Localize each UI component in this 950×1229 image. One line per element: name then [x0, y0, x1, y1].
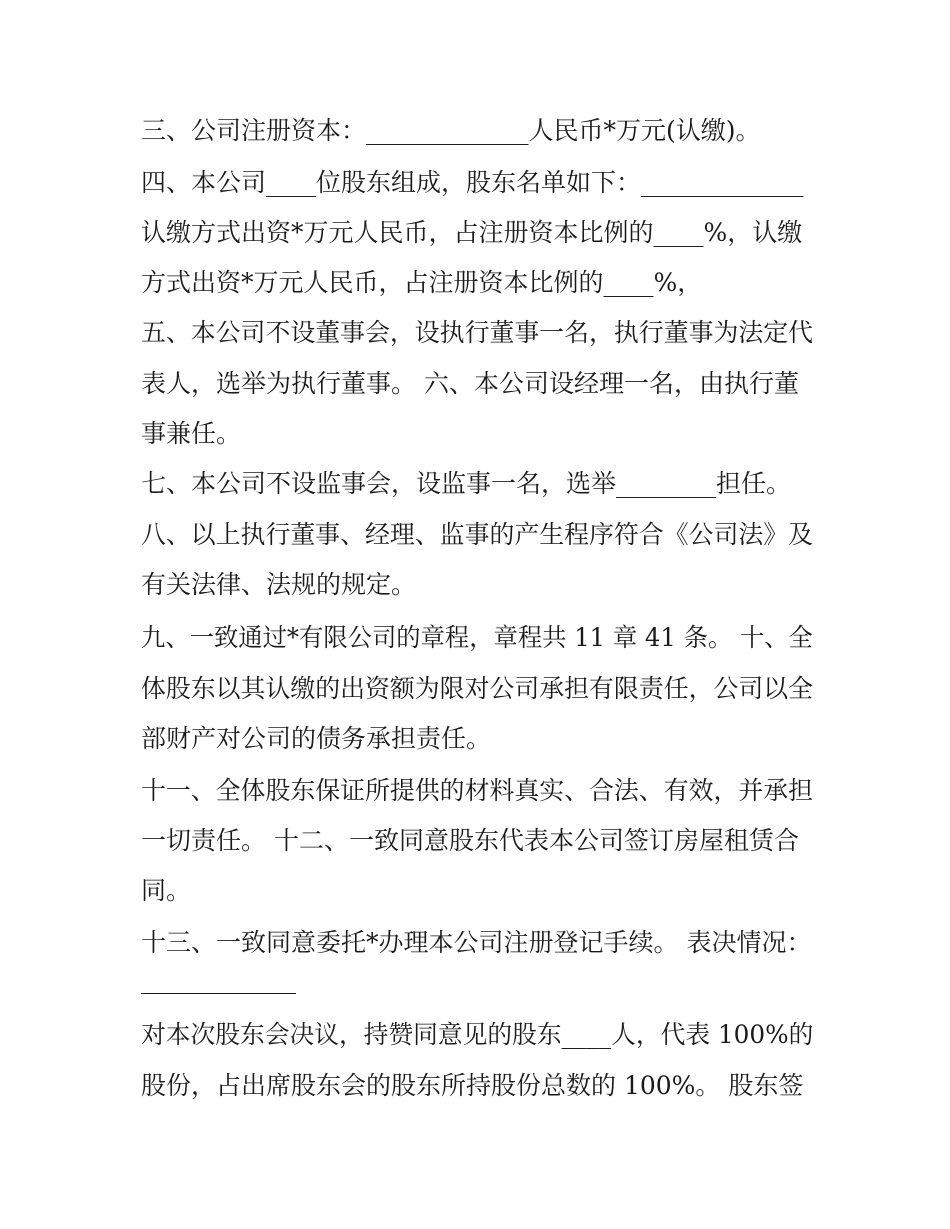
clause-8-line-2: 有关法律、法规的规定。	[141, 570, 417, 599]
clause-11-line-1: 十一、全体股东保证所提供的材料真实、合法、有效，并承担	[141, 776, 814, 805]
clause-7-line: 七、本公司不设监事会，设监事一名，选举________担任。	[141, 469, 792, 498]
clause-13-line: 十三、一致同意委托*办理本公司注册登记手续。 表决情况：	[141, 928, 812, 957]
clause-4-line-2: 认缴方式出资*万元人民币，占注册资本比例的____%，认缴	[141, 218, 803, 247]
vote-result-blank-line	[141, 993, 296, 994]
clause-4-line-1: 四、本公司____位股东组成，股东名单如下：_____________	[141, 168, 804, 197]
clause-6-line-end: 事兼任。	[141, 419, 242, 448]
clause-5-line-1: 五、本公司不设董事会，设执行董事一名，执行董事为法定代	[141, 318, 814, 347]
clause-9-10-line: 九、一致通过*有限公司的章程，章程共 11 章 41 条。 十、全	[141, 623, 813, 652]
clause-10-line-3: 部财产对公司的债务承担责任。	[141, 724, 492, 753]
clause-3-line: 三、公司注册资本：_____________人民币*万元(认缴)。	[141, 116, 761, 145]
resolution-line-2: 股份，占出席股东会的股东所持股份总数的 100%。 股东签	[141, 1071, 804, 1100]
clause-4-line-3: 方式出资*万元人民币，占注册资本比例的____%，	[141, 268, 703, 297]
clause-5-6-line: 表人，选举为执行董事。 六、本公司设经理一名，由执行董	[141, 369, 799, 398]
resolution-line-1: 对本次股东会决议，持赞同意见的股东____人，代表 100%的	[141, 1020, 814, 1049]
clause-10-line-2: 体股东以其认缴的出资额为限对公司承担有限责任，公司以全	[141, 674, 814, 703]
clause-8-line-1: 八、以上执行董事、经理、监事的产生程序符合《公司法》及	[141, 520, 814, 549]
clause-11-12-line: 一切责任。 十二、一致同意股东代表本公司签订房屋租赁合	[141, 826, 799, 855]
clause-12-line-end: 同。	[141, 876, 192, 905]
